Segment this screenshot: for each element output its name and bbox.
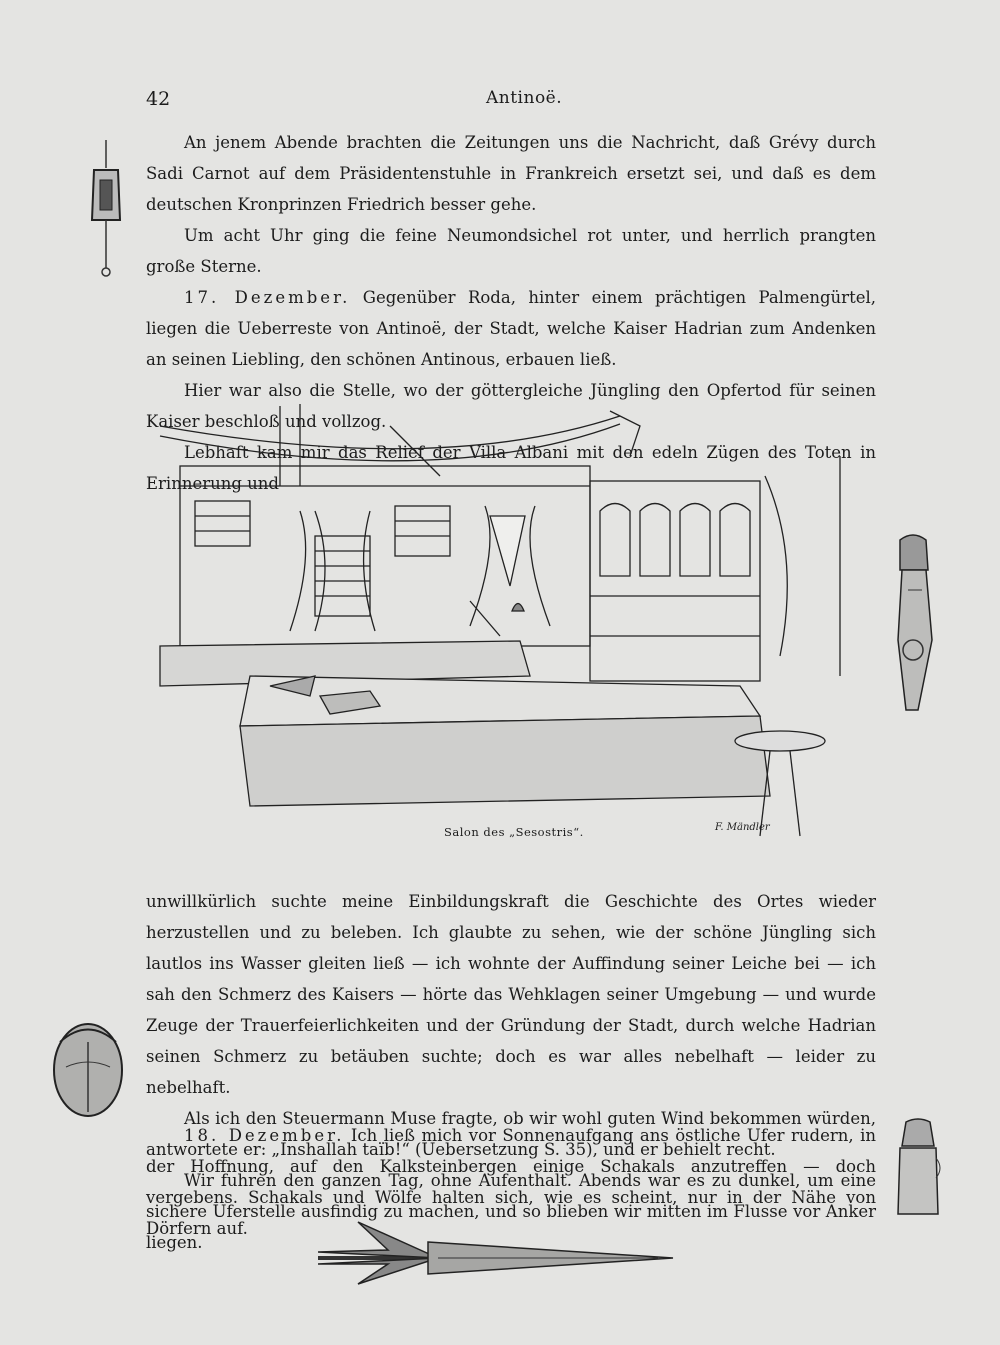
entry-date: 17. Dezember. — [184, 288, 351, 307]
egyptian-figurine-icon — [888, 530, 938, 720]
paragraph: Lebhaft kam mir das Relief der Villa Albani mit den edeln Zügen des Toten in Erinnerung und — [146, 443, 876, 493]
running-title: Antinoë. — [486, 88, 563, 108]
entry-date: 18. Dezember. — [184, 1126, 345, 1145]
spearhead-icon — [318, 1212, 678, 1292]
illustration-caption: Salon des „Sesostris“. — [444, 825, 584, 839]
paragraph: Hier war also die Stelle, wo der göttergleiche Jüngling den Opfertod für seinen Kaiser beschloß und vollzog. — [146, 381, 876, 431]
running-header — [146, 88, 876, 116]
entry-dec17 — [146, 282, 876, 375]
canopic-jar-icon — [892, 1118, 944, 1222]
page-number: 42 — [146, 88, 171, 110]
paragraph: An jenem Abende brachten die Zeitungen uns die Nachricht, daß Grévy durch Sadi Carnot auf dem Präsidentenstuhle in Frankreich ersetzt sei, und daß es dem deutschen Kronprinzen Friedrich besser gehe. — [146, 133, 876, 214]
paragraph: Um acht Uhr ging die feine Neumondsichel rot unter, und herrlich prangten große Sterne. — [146, 226, 876, 276]
entry-text: Ich ließ mich vor Sonnenaufgang ans östliche Ufer rudern, in der Hoffnung, auf den Kalksteinbergen einige Schakals anzutreffen — doch vergebens. Schakals und Wölfe halten sich, wie es scheint, nur in der Nähe von Dörfern auf. — [146, 1126, 876, 1238]
paragraph: Als ich den Steuermann Muse fragte, ob wir wohl guten Wind bekommen würden, antwortete er: „Inshallah taïb!“ (Uebersetzung S. 35), und er behielt recht. — [146, 1109, 876, 1159]
paragraph: Wir fuhren den ganzen Tag, ohne Aufenthalt. Abends war es zu dunkel, um eine sichere Uferstelle ausfindig zu machen, und so blieben wir mitten im Flusse vor Anker liegen. — [146, 1171, 876, 1252]
salon-illustration — [140, 396, 880, 870]
scarab-icon — [48, 1012, 128, 1122]
illustration-signature: F. Mändler — [715, 822, 770, 833]
entry-text: Gegenüber Roda, hinter einem prächtigen Palmengürtel, liegen die Ueberreste von Antinoë, der Stadt, welche Kaiser Hadrian zum Andenken an seinen Liebling, den schönen Antinous, erbauen ließ. — [146, 288, 876, 369]
paragraph: unwillkürlich suchte meine Einbildungskraft die Geschichte des Ortes wieder herzustellen und zu beleben. Ich glaubte zu sehen, wie der schöne Jüngling sich lautlos ins Wasser gleiten ließ — ich wohnte der Auffindung seiner Leiche bei — ich sah den Schmerz des Kaisers — hörte das Wehklagen seiner Umgebung — und wurde Zeuge der Trauerfeierlichkeiten und der Gründung der Stadt, durch welche Hadrian seinen Schmerz zu betäuben suchte; doch es war alles nebelhaft — leider zu nebelhaft. — [146, 892, 876, 1097]
hanging-amulet-icon — [86, 140, 126, 280]
